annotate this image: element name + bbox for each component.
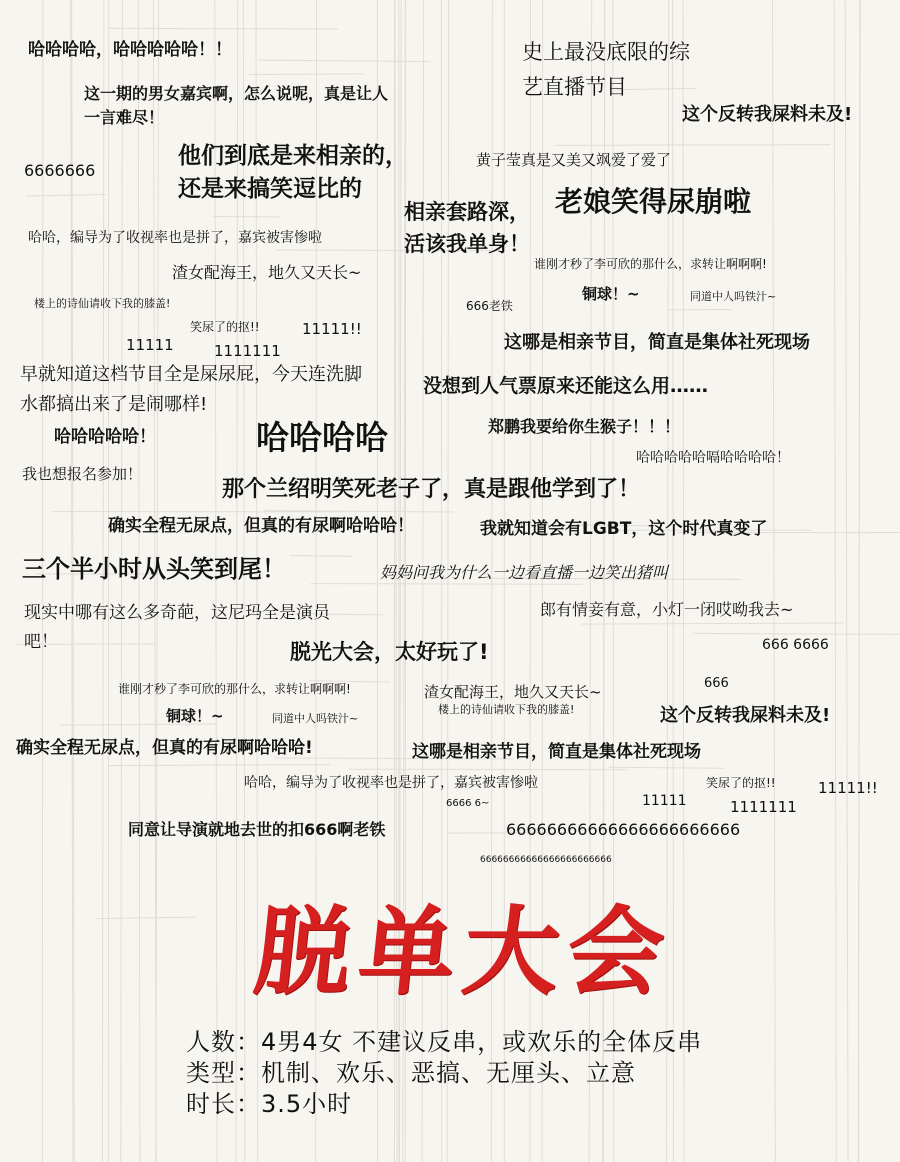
comment: 黄子莹真是又美又飒爱了爱了 (476, 151, 672, 169)
comment: 66666666666666666666666 (480, 855, 612, 865)
comment: 6666 6~ (446, 798, 490, 809)
comment: 妈妈问我为什么一边看直播一边笑出猪叫 (380, 563, 669, 582)
comment: 郎有情妾有意，小灯一闭哎呦我去~ (540, 600, 794, 619)
comment: 一言难尽！ (84, 108, 165, 127)
comment: 1111111 (214, 342, 281, 360)
comment: 6666666 (24, 161, 96, 180)
info-type: 类型：机制、欢乐、恶搞、无厘头、立意 (186, 1059, 636, 1087)
comment: 脱光大会，太好玩了! (290, 640, 489, 664)
comment: 早就知道这档节目全是屎尿屁，今天连洗脚 (20, 364, 362, 385)
comment: 吧！ (24, 632, 58, 652)
comment: 我也想报名参加！ (22, 465, 143, 483)
comment: 铜球！~ (582, 285, 640, 303)
texture-line (555, 145, 830, 146)
comment: 艺直播节目 (522, 75, 627, 99)
comment: 哈哈，编导为了收视率也是拼了，嘉宾被害惨啦 (28, 230, 322, 246)
comment: 哈哈哈哈哈嗝哈哈哈哈！ (636, 450, 790, 466)
comment: 谁刚才秒了李可欣的那什么，求转让啊啊啊! (534, 257, 767, 271)
texture-line (311, 584, 583, 585)
comment: 同意让导演就地去世的扣666啊老铁 (128, 820, 386, 839)
comment: 哈哈哈哈哈！ (54, 427, 156, 447)
comment: 我就知道会有LGBT，这个时代真变了 (480, 519, 768, 539)
comment: 渣女配海王，地久又天长~ (424, 683, 602, 701)
comment: 11111 (126, 336, 174, 354)
comment: 楼上的诗仙请收下我的膝盖! (34, 297, 171, 310)
comment: 11111!! (302, 320, 362, 338)
comment: 笑尿了的抠!! (190, 320, 260, 334)
comment: 楼上的诗仙请收下我的膝盖! (438, 703, 575, 716)
comment: 他们到底是来相亲的， (178, 143, 408, 169)
comment: 11111 (642, 793, 687, 809)
info-people: 人数：4男4女 不建议反串，或欢乐的全体反串 (186, 1028, 703, 1056)
comment: 1111111 (730, 798, 797, 816)
comment: 666老铁 (466, 299, 513, 313)
comment: 还是来搞笑逗比的 (178, 176, 362, 202)
comment: 哈哈，编导为了收视率也是拼了，嘉宾被害惨啦 (244, 775, 538, 791)
comment: 铜球！~ (166, 707, 224, 725)
page-title: 脱单大会 (249, 895, 678, 1008)
texture-line (249, 74, 364, 75)
comment: 活该我单身！ (404, 232, 530, 256)
comment: 三个半小时从头笑到尾！ (22, 555, 286, 583)
comment: 同道中人吗铁汁~ (690, 290, 777, 303)
comment: 老娘笑得尿崩啦 (555, 185, 752, 218)
comment: 相亲套路深， (404, 200, 530, 224)
comment: 郑鹏我要给你生猴子！！！ (488, 417, 681, 436)
texture-line (108, 28, 338, 29)
comment: 那个兰绍明笑死老子了，真是跟他学到了！ (222, 477, 641, 502)
comment: 确实全程无尿点，但真的有尿啊哈哈哈! (16, 738, 313, 758)
comment: 谁刚才秒了李可欣的那什么，求转让啊啊啊! (118, 682, 351, 696)
texture-line (349, 769, 627, 770)
comment: 这个反转我屎料未及! (682, 104, 853, 125)
comment: 666 6666 (762, 637, 829, 653)
comment: 没想到人气票原来还能这么用…… (423, 375, 709, 397)
comment: 笑尿了的抠!! (706, 776, 776, 790)
comment: 史上最没底限的综 (522, 40, 690, 64)
comment: 现实中哪有这么多奇葩，这尼玛全是演员 (24, 603, 330, 623)
comment: 这哪是相亲节目，简直是集体社死现场 (412, 742, 701, 762)
comment: 11111!! (818, 779, 878, 797)
comment: 渣女配海王，地久又天长~ (172, 263, 362, 282)
comment: 这个反转我屎料未及! (660, 705, 831, 726)
comment: 这哪是相亲节目，简直是集体社死现场 (504, 332, 810, 353)
comment: 同道中人吗铁汁~ (272, 712, 359, 725)
comment: 水都搞出来了是闹哪样! (20, 394, 208, 415)
comment: 这一期的男女嘉宾啊，怎么说呢，真是让人 (84, 84, 389, 103)
comment: 666 (704, 676, 729, 691)
comment: 哈哈哈哈，哈哈哈哈哈！！ (28, 40, 232, 60)
comment: 哈哈哈哈 (256, 418, 388, 457)
comment: 确实全程无尿点，但真的有尿啊哈哈哈！ (108, 516, 414, 536)
comment: 66666666666666666666666 (506, 820, 741, 839)
info-duration: 时长：3.5小时 (186, 1090, 353, 1118)
